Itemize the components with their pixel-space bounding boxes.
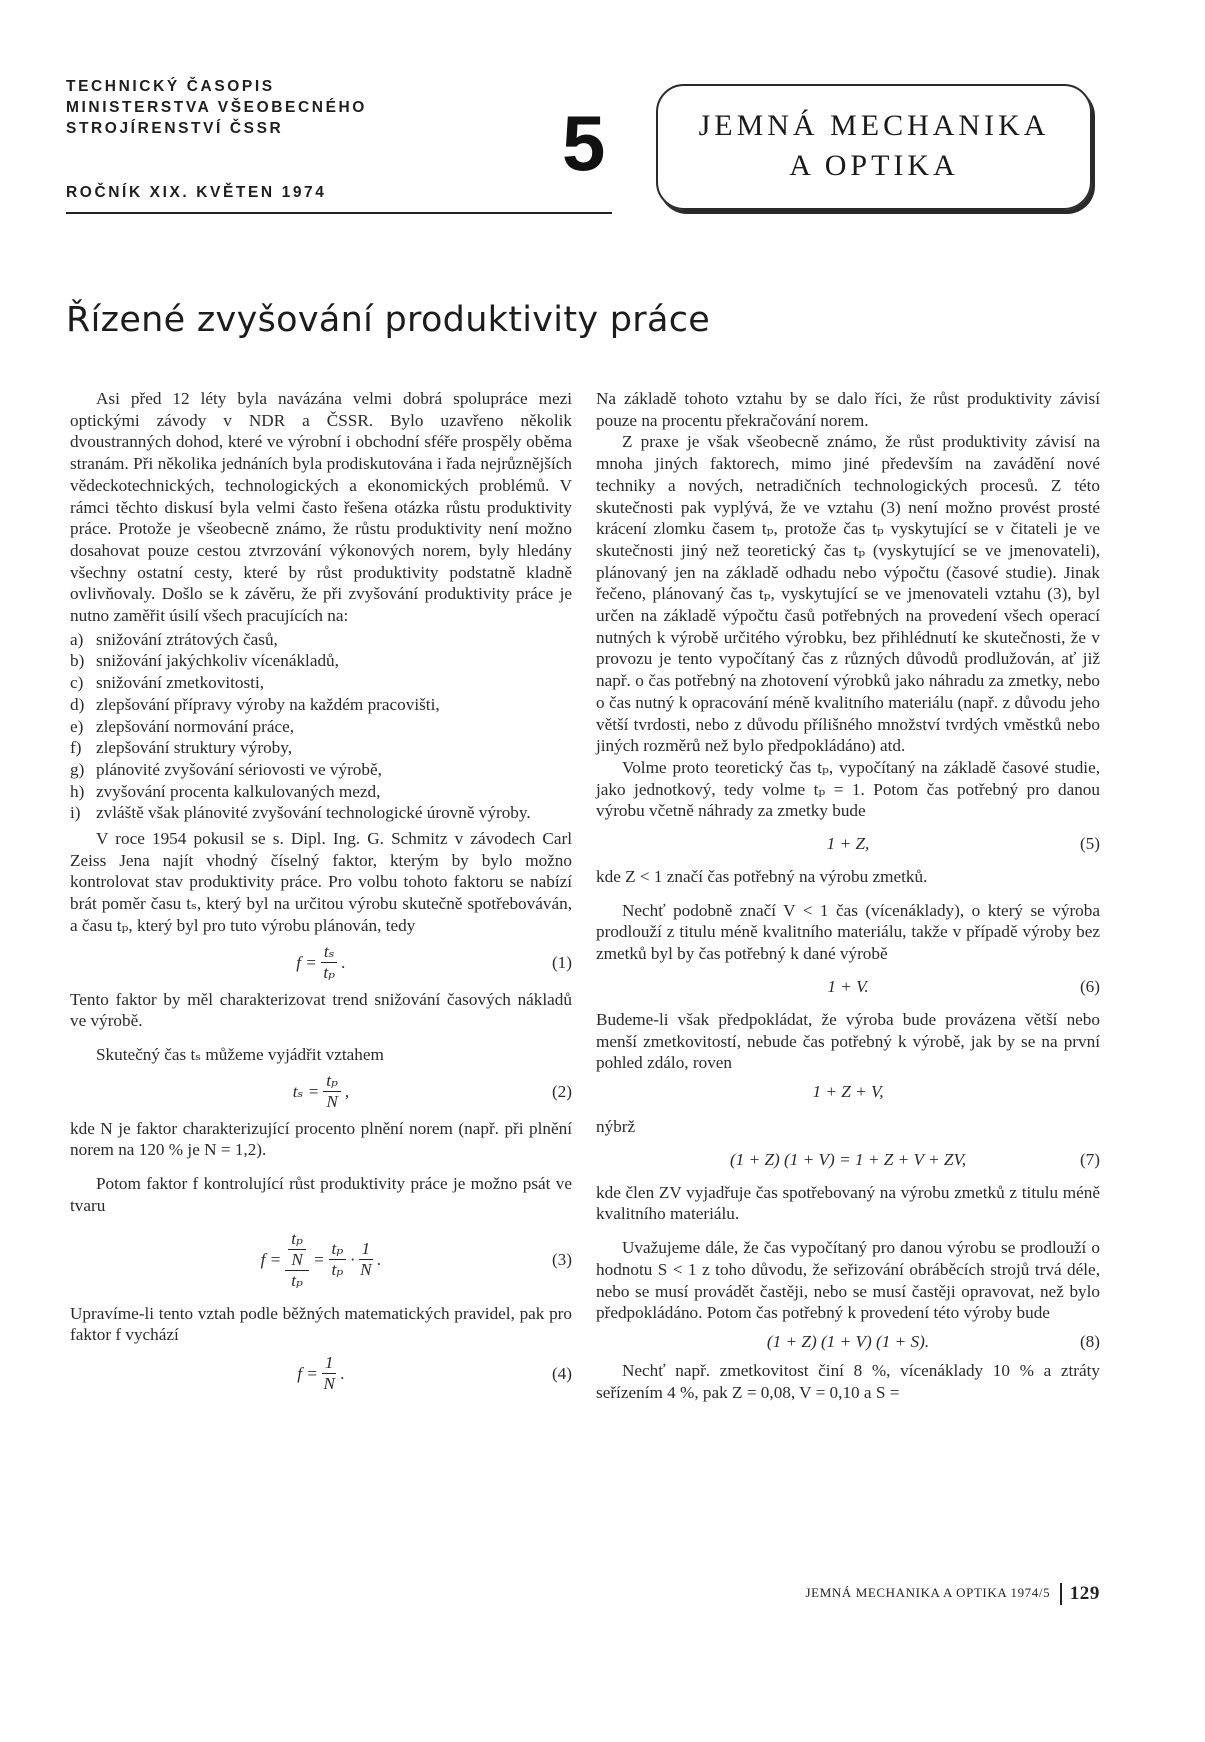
equation-plain — [596, 1074, 1100, 1110]
paragraph: Budeme-li však předpokládat, že výroba bude provázena větší nebo menší zmetkovitostí, nebude čas potřebný k výrobě, jak by se na první pohled zdálo, roven — [596, 1009, 1100, 1073]
fraction: $\frac{1}{N}$ — [360, 1239, 372, 1279]
fraction: $\frac{\text{tₚ}}{\text{tₚ}}$ — [329, 1239, 347, 1280]
equation-equals: = — [312, 1249, 325, 1269]
equation-2 — [70, 1066, 572, 1118]
equation-tail: . — [340, 1364, 345, 1384]
fraction: $\frac{\text{tₛ}}{\text{tₚ}}$ — [321, 942, 338, 983]
list-item: f) zlepšování struktury výroby, — [70, 738, 293, 758]
equation-lhs: tₛ = — [292, 1081, 320, 1101]
list-item: h) zvyšování procenta kalkulovaných mezd, — [70, 781, 381, 801]
paragraph: Tento faktor by měl charakterizovat trend snižování časových nákladů ve výrobě. — [70, 989, 572, 1031]
equation-number: (6) — [1079, 977, 1100, 997]
page-footer — [806, 1583, 1100, 1605]
equation-number: (1) — [551, 952, 572, 972]
equation-lhs: f = — [260, 1249, 282, 1269]
masthead-rule — [66, 212, 612, 214]
equation-tail: . — [341, 952, 346, 972]
equation-6 — [596, 965, 1100, 1009]
page-number: 129 — [1069, 1583, 1100, 1604]
paragraph: kde Z < 1 značí čas potřebný na výrobu zmetků. — [596, 867, 928, 887]
equation-expression: (1 + Z) (1 + V) = 1 + Z + V + ZV, — [729, 1149, 967, 1169]
paragraph: Skutečný čas tₛ můžeme vyjádřit vztahem — [96, 1044, 384, 1064]
equation-number: (2) — [551, 1081, 572, 1101]
paragraph: Asi před 12 léty byla navázána velmi dobrá spolupráce mezi optickými závody v NDR a ČSSR. Bylo uzavřeno několik dvoustranných dohod, které ve výrobní i obchodní sféře prospěly oběma stranám. Při několika jednáních byla prodiskutována i řada nejrůznějších vědeckotechnických, technologických a ekonomických problémů. V rámci těchto diskusí byla velmi často řešena otázka růstu produktivity práce. Protože je všeobecně známo, že růstu produktivity není možno dosahovat pouze cestou ztvrzování výkonových norem, byly hledány všechny ostatní cesty, které by růst produktivity podstatně kladně ovlivňovaly. Došlo se k závěru, že při zvyšování produktivity práce je nutno zaměřit úsilí všech pracujících na: — [70, 389, 572, 626]
paragraph: Na základě tohoto vztahu by se dalo říci, že růst produktivity závisí pouze na procentu překračování norem. — [596, 389, 1100, 430]
journal-title-box — [656, 84, 1092, 210]
equation-number: (7) — [1079, 1149, 1100, 1169]
equation-number: (4) — [551, 1364, 572, 1384]
list-item: i) zvláště však plánovité zvyšování technologické úrovně výroby. — [70, 803, 531, 823]
masthead — [66, 76, 606, 201]
paragraph: Potom faktor f kontrolující růst produktivity práce je možno psát ve tvaru — [70, 1174, 572, 1215]
equation-expression: 1 + V. — [827, 977, 869, 997]
list — [70, 629, 572, 824]
equation-expression: 1 + Z + V, — [812, 1082, 884, 1102]
publisher-line-3: STROJÍRENSTVÍ ČSSR — [66, 120, 284, 137]
list-item: g) plánovité zvyšování sériovosti ve výrobě, — [70, 759, 382, 779]
equation-4 — [70, 1346, 572, 1402]
equation-1 — [70, 937, 572, 989]
footer-journal-issue: JEMNÁ MECHANIKA A OPTIKA 1974/5 — [805, 1584, 1051, 1600]
equation-number: (3) — [551, 1249, 572, 1269]
multiply-dot: · — [350, 1249, 355, 1269]
issue-number: 5 — [562, 99, 606, 187]
volume-issue-line: ROČNÍK XIX. KVĚTEN 1974 — [66, 184, 327, 201]
equation-expression: 1 + Z, — [826, 834, 870, 854]
publisher-line-2: MINISTERSTVA VŠEOBECNÉHO — [66, 99, 367, 116]
right-column — [596, 388, 1100, 1403]
equation-lhs: f = — [296, 952, 317, 972]
paragraph: Nechť např. zmetkovitost činí 8 %, vícenáklady 10 % a ztráty seřízením 4 %, pak Z = 0,08, V = 0,10 a S = — [596, 1360, 1100, 1402]
journal-title-line-2: A OPTIKA — [789, 149, 959, 182]
equation-7 — [596, 1138, 1100, 1182]
article-title: Řízené zvyšování produktivity práce — [66, 300, 711, 340]
fraction: $\frac{\text{tₚ}}{N}$ — [323, 1071, 341, 1112]
list-item: e) zlepšování normování práce, — [70, 716, 295, 736]
fraction: $\frac{1}{N}$ — [323, 1353, 335, 1394]
equation-number: (5) — [1079, 834, 1100, 854]
equation-5 — [596, 822, 1100, 866]
equation-tail: . — [377, 1249, 382, 1269]
paragraph: Nechť podobně značí V < 1 čas (vícenáklady), o který se výroba prodlouží z titulu méně kvalitního materiálu, takže v případě výroby bez zmetků byl by čas potřebný k dané výrobě — [596, 900, 1100, 964]
connector-word: nýbrž — [596, 1116, 636, 1136]
paragraph: V roce 1954 pokusil se s. Dipl. Ing. G. Schmitz v závodech Carl Zeiss Jena najít vhodný číselný faktor, kterým by bylo možno kontrolovat stav produktivity práce. Pro volbu tohoto faktoru se nabízí brát poměr času tₛ, který byl na určitou výrobu skutečně spotřebováván, a času tₚ, který byl pro tuto výrobu plánován, tedy — [70, 829, 572, 935]
footer-separator — [1060, 1583, 1062, 1605]
paragraph: Upravíme-li tento vztah podle běžných matematických pravidel, pak pro faktor f vychází — [70, 1303, 572, 1345]
paragraph: Uvažujeme dále, že čas vypočítaný pro danou výrobu se prodlouží o hodnotu S < 1 z toho důvodu, že seřizování obráběcích strojů trvá déle, nebo se musí provádět častěji, nebo se musí častěji opravovat, než bylo předpokládáno. Potom čas potřebný k provedení této výroby bude — [596, 1238, 1100, 1323]
journal-title-line-1: JEMNÁ MECHANIKA — [698, 109, 1050, 142]
inner-fraction: $\frac{\text{tₚ}}{N}$ — [288, 1229, 306, 1270]
left-column — [70, 388, 572, 1402]
paragraph: Volme proto teoretický čas tₚ, vypočítaný na základě časové studie, jako jednotkový, tedy volme tₚ = 1. Potom čas potřebný pro danou výrobu včetně náhrady za zmetky bude — [596, 757, 1100, 821]
equation-lhs: f = — [297, 1364, 318, 1384]
equation-expression: (1 + Z) (1 + V) (1 + S). — [766, 1332, 930, 1352]
equation-8 — [596, 1324, 1100, 1360]
paragraph: Z praxe je však všeobecně známo, že růst produktivity závisí na mnoha jiných faktorech, mimo jiné především na zavádění nové techniky a nových, netradičních technologických procesů. Z této skutečnosti pak vyplývá, že ve vztahu (3) není možno provést prosté krácení zlomku časem tₚ, protože čas tₚ vyskytující se v čitateli je ve skutečnosti jiný než teoretický čas tₚ (vyskytující se ve jmenovateli), plánovaný jen na základě odhadu nebo výpočtu (časové studie). Jinak řečeno, plánovaný čas tₚ, vyskytující se ve jmenovateli vztahu (3), byl určen na základě výpočtu časů potřebných na provedení všech operací nutných k výrobě určitého výrobku, bez přihlédnutí ke skutečnosti, že v provozu je tento vypočítaný čas z různých důvodů prodlužován, ať již např. o čas potřebný na zhotovení výrobků jako náhradu za zmetky, nebo o čas nutný k opracování méně kvalitního materiálu (např. z důvodu jeho větší tvrdosti, nebo z důvodu přílišného množství tvrdých vměstků nebo jiných rozměrů než bylo předpokládáno) atd. — [596, 432, 1100, 756]
equation-tail: , — [344, 1081, 350, 1101]
paragraph: kde člen ZV vyjadřuje čas spotřebovaný na výrobu zmetků z titulu méně kvalitního materiálu. — [596, 1182, 1100, 1224]
equation-number: (8) — [1079, 1332, 1100, 1352]
list-item: d) zlepšování přípravy výroby na každém pracovišti, — [70, 694, 440, 714]
equation-3 — [70, 1217, 572, 1303]
list-item: c) snižování zmetkovitosti, — [70, 673, 265, 693]
list-item: b) snižování jakýchkoliv vícenákladů, — [70, 651, 339, 671]
paragraph: kde N je faktor charakterizující procento plnění norem (např. při plnění norem na 120 % je N = 1,2). — [70, 1118, 572, 1160]
compound-fraction: $\frac{\frac{\text{tₚ}}{N}}{\text{tₚ}}$ — [285, 1229, 309, 1291]
publisher-line-1: TECHNICKÝ ČASOPIS — [66, 78, 275, 95]
list-item: a) snižování ztrátových časů, — [70, 629, 278, 649]
